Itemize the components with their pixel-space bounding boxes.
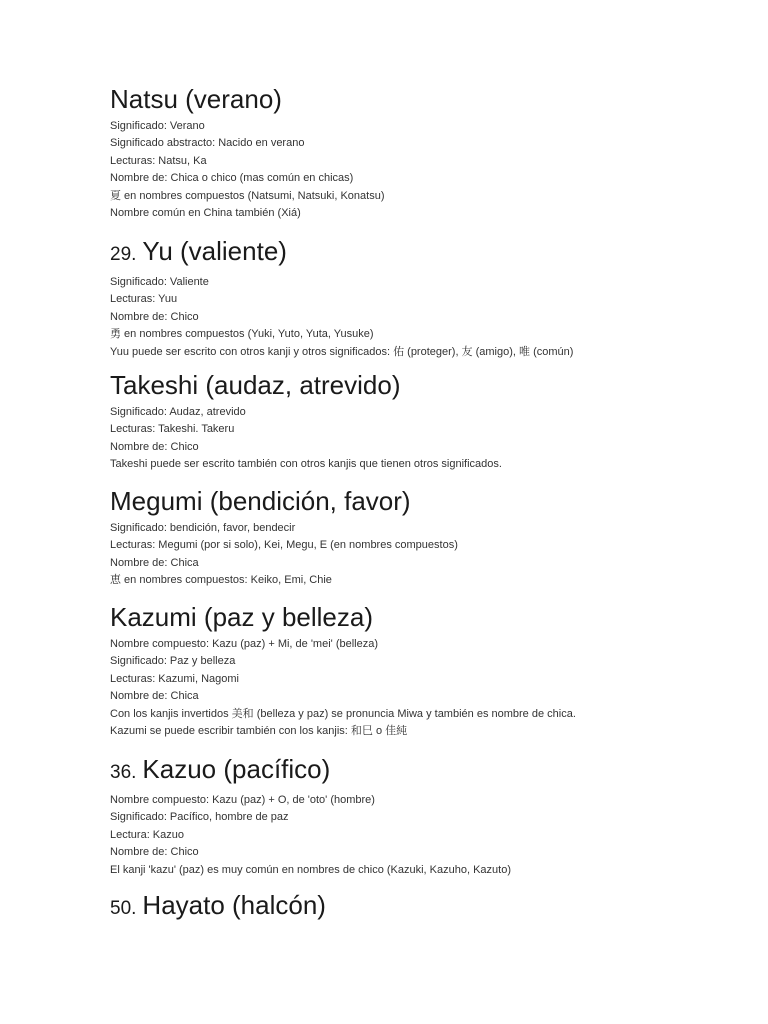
detail-line: Nombre compuesto: Kazu (paz) + O, de 'oto' (hombre) [110, 794, 375, 806]
detail-line: Significado abstracto: Nacido en verano [110, 137, 305, 150]
entry-heading [110, 236, 750, 270]
detail-line: Nombre de: Chica o chico (mas común en chicas) [110, 172, 354, 185]
entry-details [110, 404, 750, 474]
entry-heading [110, 84, 750, 114]
detail-line: Yuu puede ser escrito con otros kanji y otros significados: 佑 (proteger), 友 (amigo), 唯 (común) [110, 345, 574, 358]
detail-line: Significado: Pacífico, hombre de paz [110, 811, 289, 824]
entry-details [110, 636, 750, 740]
entry-heading [110, 370, 750, 400]
detail-line: Nombre de: Chica [110, 690, 199, 703]
name-entry [110, 602, 750, 740]
entry-title: Yu (valiente) [142, 236, 287, 266]
entry-title: Takeshi (audaz, atrevido) [110, 370, 401, 400]
entry-heading [110, 754, 750, 788]
entry-title: Kazuo (pacífico) [142, 754, 331, 784]
entry-details [110, 520, 750, 590]
detail-line: Nombre común en China también (Xiá) [110, 207, 301, 220]
entry-heading [110, 486, 750, 516]
detail-line: Significado: bendición, favor, bendecir [110, 522, 296, 534]
detail-line: 夏 en nombres compuestos (Natsumi, Natsuki, Konatsu) [110, 189, 385, 202]
detail-line: Con los kanjis invertidos 美和 (belleza y paz) se pronuncia Miwa y también es nombre de chica. [110, 707, 576, 720]
entry-number: 36. [110, 762, 137, 783]
entry-number: 50. [110, 898, 137, 919]
name-entry [110, 754, 750, 879]
entry-title: Megumi (bendición, favor) [110, 486, 411, 516]
entry-details [110, 792, 750, 879]
entry-title: Hayato (halcón) [142, 890, 326, 920]
name-entry [110, 84, 750, 222]
detail-line: Nombre de: Chico [110, 310, 199, 323]
entry-heading [110, 602, 750, 632]
detail-line: Lecturas: Yuu [110, 293, 178, 306]
entry-details [110, 118, 750, 222]
detail-line: Nombre compuesto: Kazu (paz) + Mi, de 'mei' (belleza) [110, 638, 379, 650]
name-entry [110, 486, 750, 590]
detail-line: Lecturas: Megumi (por si solo), Kei, Megu, E (en nombres compuestos) [110, 539, 458, 552]
detail-line: Significado: Valiente [110, 276, 209, 288]
detail-line: Kazumi se puede escribir también con los kanjis: 和巳 o 佳純 [110, 725, 408, 738]
detail-line: Lecturas: Kazumi, Nagomi [110, 672, 239, 685]
entry-title: Natsu (verano) [110, 84, 282, 114]
name-entry [110, 236, 750, 361]
name-entry [110, 890, 750, 924]
entry-number: 29. [110, 244, 137, 265]
entry-details [110, 274, 750, 361]
name-entry [110, 370, 750, 474]
detail-line: 恵 en nombres compuestos: Keiko, Emi, Chie [110, 574, 332, 587]
detail-line: El kanji 'kazu' (paz) es muy común en nombres de chico (Kazuki, Kazuho, Kazuto) [110, 863, 512, 876]
detail-line: 勇 en nombres compuestos (Yuki, Yuto, Yuta, Yusuke) [110, 328, 374, 341]
detail-line: Significado: Verano [110, 120, 205, 132]
detail-line: Lectura: Kazuo [110, 828, 184, 841]
detail-line: Significado: Audaz, atrevido [110, 406, 246, 418]
detail-line: Nombre de: Chico [110, 846, 199, 859]
entry-title: Kazumi (paz y belleza) [110, 602, 373, 632]
detail-line: Significado: Paz y belleza [110, 655, 236, 668]
detail-line: Nombre de: Chica [110, 556, 199, 569]
detail-line: Nombre de: Chico [110, 440, 199, 453]
detail-line: Lecturas: Natsu, Ka [110, 154, 207, 167]
detail-line: Lecturas: Takeshi. Takeru [110, 423, 235, 436]
detail-line: Takeshi puede ser escrito también con otros kanjis que tienen otros significados. [110, 458, 502, 471]
entry-heading [110, 890, 750, 924]
